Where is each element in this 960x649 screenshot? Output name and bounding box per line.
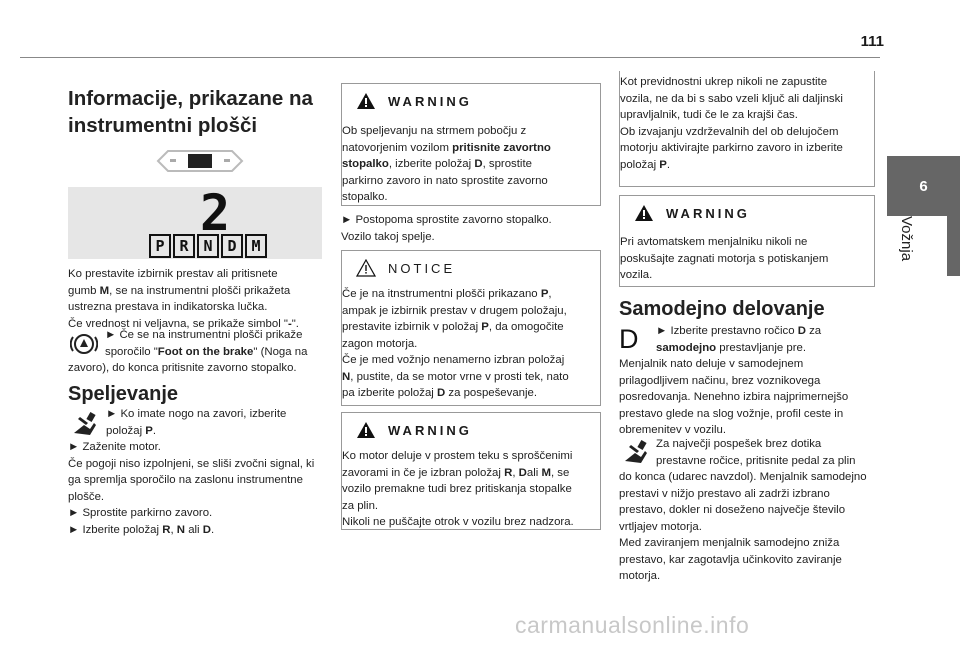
kickdown-text: Za največji pospešek brez dotika prestavne ročice, pritisnite pedal za plin do konca (udarec navzdol). Menjalnik samodejno prestavi v nižjo prestavo ali zadrži izbrano prestavo, dokler ni doseženo največje število vrtljajev motorja. Med zaviranjem menjalnik samodejno zniža prestavo, kar zagotavlja učinkovito zaviranje motorja. <box>619 438 867 582</box>
caution-text: Kot previdnostni ukrep nikoli ne zapustite vozila, ne da bi s sabo vzeli ključ ali daljinski upravljalnik, tudi če le za krajši čas. Ob izvajanju vzdrževalnih del ob delujočem motorju aktivirajte parkirno zavoro in izberite položaj P. <box>620 76 843 171</box>
chapter-label-text: Vožnja <box>898 216 915 262</box>
warning-1-text: Ob speljevanju na strmem pobočju z natovorjenim vozilom pritisnite zavortno stopalko, izberite položaj D, sprostite parkirno zavoro in nato sprostite zavorno stopalko. <box>342 125 551 203</box>
warning-header-2: WARNING <box>356 421 472 439</box>
notice-icon <box>356 259 376 277</box>
gear-letter-m: M <box>245 234 267 258</box>
warning-icon <box>356 92 376 110</box>
tab-edge <box>947 216 960 276</box>
notice-text: Če je na itnstrumentni plošči prikazano P, ampak je izbirnik prestav v drugem položaju, prestavite izbirnik v položaj P, da omogočite zagon motorja. Če je med vožnjo nenamerno izbran položaj N, pustite, da se motor vrne v prosti tek, nato pa izberite položaj D za pospeševanje. <box>342 288 569 399</box>
gear-letter-r: R <box>173 234 195 258</box>
warning-box-1 <box>341 83 601 206</box>
warning-2-text: Ko motor deluje v prostem teku s sproščenimi zavorami in če je izbran položaj R, Dali M, se vozilo premakne tudi brez pritiskanja stopalke za plin. Nikoli ne puščajte otrok v vozilu brez nadzora. <box>342 450 574 528</box>
intro-text: Ko prestavite izbirnik prestav ali pritisnete gumb M, se na instrumentni plošči prikažeta ustrezna prestava in indikatorska lučka. Če vrednost ni veljavna, se prikaže simbol "-". <box>68 268 299 330</box>
gear-letters <box>149 234 267 258</box>
foot-on-brake-text: ► Če se na instrumentni plošči prikaže sporočilo "Foot on the brake" (Noga na zavoro), do konca pritisnite zavorno stopalko. <box>68 329 308 374</box>
release-brake-text: ► Postopoma sprostite zavorno stopalko. Vozilo takoj spelje. <box>341 214 552 243</box>
gear-letter-d: D <box>221 234 243 258</box>
page-number: 111 <box>860 33 884 50</box>
gear-letter-p: P <box>149 234 171 258</box>
samodejno-text: ► Izberite prestavno ročico D za samodejno prestavljanje pre. Menjalnik nato deluje v samodejnem prilagodljivem načinu, brez voznikovega posredovanja. Nenehno izbira najprimernejšo prestavo glede na slog vožnje, profil ceste in obremenitev v vozilu. <box>619 325 849 436</box>
speljevanje-text: ► Ko imate nogo na zavori, izberite položaj P. ► Zaženite motor. Če pogoji niso izpolnjeni, se sliši zvočni signal, ki ga spremlja sporočilo na zaslonu instrumentne plošče. ► Sprostite parkirno zavoro. ► Izberite položaj R, N ali D. <box>68 408 315 536</box>
chapter-number: 6 <box>919 177 928 195</box>
caution-box-continued <box>619 71 875 187</box>
subsection-title-samodejno: Samodejno delovanje <box>619 298 825 320</box>
warning-3-text: Pri avtomatskem menjalniku nikoli ne poskušajte zagnati motorja s potiskanjem vozila. <box>620 236 829 281</box>
notice-box <box>341 250 601 406</box>
watermark: carmanualsonline.info <box>515 612 750 638</box>
gear-letter-n: N <box>197 234 219 258</box>
warning-box-2 <box>341 412 601 530</box>
warning-header: WARNING <box>356 92 472 110</box>
instrument-cluster-icon <box>150 146 250 176</box>
drive-mode-d-icon: D <box>619 324 639 354</box>
chapter-tab[interactable] <box>887 156 960 216</box>
warning-box-3 <box>619 195 875 287</box>
gear-display <box>68 184 322 259</box>
warning-header-3: WARNING <box>634 204 750 222</box>
header-rule <box>20 57 880 58</box>
warning-icon <box>356 421 376 439</box>
gear-digit: 2 <box>200 184 231 242</box>
subsection-title-speljevanje: Speljevanje <box>68 383 179 405</box>
section-title: Informacije, prikazane na instrumentni plošči <box>68 87 313 137</box>
chapter-label <box>890 216 920 306</box>
warning-icon <box>634 204 654 222</box>
notice-header: NOTICE <box>356 259 455 277</box>
